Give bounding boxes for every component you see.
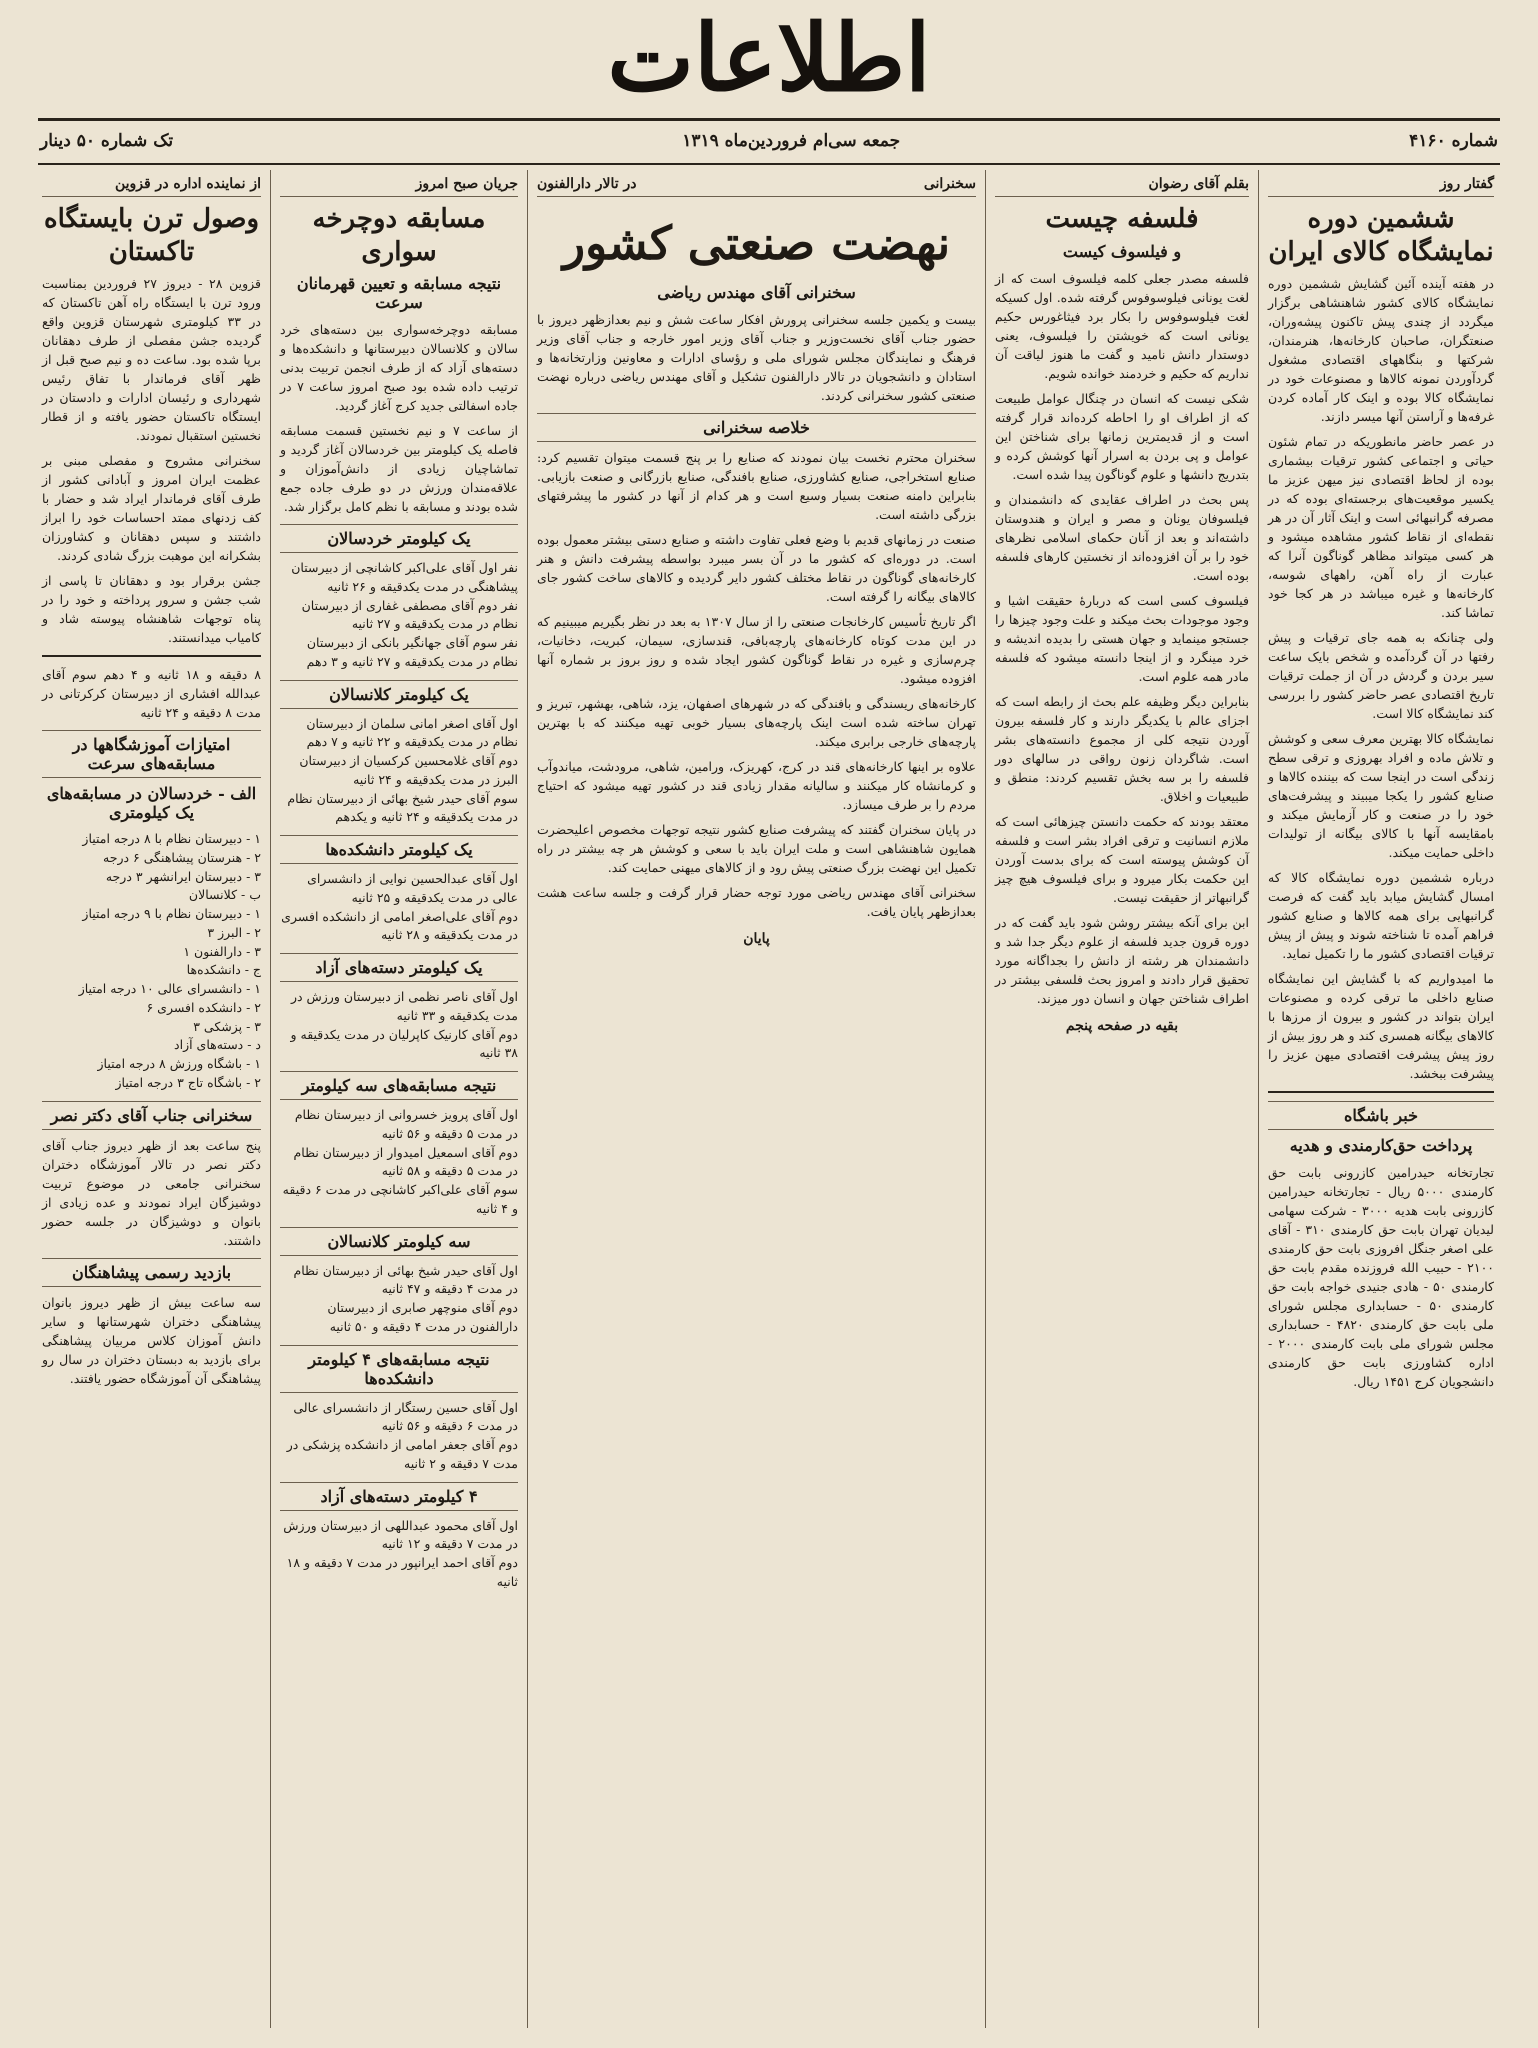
kicker-label: سخنرانی <box>923 176 976 192</box>
result-line: اول آقای اصغر امانی سلمان از دبیرستان نظام در مدت یکدقیقه و ۲۲ ثانیه و ۷ دهم <box>306 715 518 750</box>
paragraph: پس بحث در اطراف عقایدی که دانشمندان و فیلسوفان یونان و مصر و ایران و هندوستان داشته‌اند و بعد از آنان حکمای اسلامی نظرهای خود را بر آن افزوده‌اند از نخستین کارهای فلسفه بوده است. <box>995 491 1249 583</box>
cycling-kicker <box>280 174 518 197</box>
result-line: دوم آقای غلامحسین کرکسیان از دبیرستان البرز در مدت یکدقیقه و ۲۴ ثانیه <box>299 753 518 787</box>
column-separator <box>985 170 986 2028</box>
club-news-head: خبر باشگاه <box>1268 1101 1494 1130</box>
issue-number: شماره ۴۱۶۰ <box>1409 131 1498 151</box>
paragraph: ولی چنانکه به همه جای ترقیات و پیش رفتها در آن گردآمده و شخص بایک ساعت سیر بردن و گردش در آن از جملت ترقیات تاریخ اقتصادی عصر حاضر کشور را بررسی کند نمایشگاه کالا است. <box>1268 630 1494 721</box>
paragraph: درباره ششمین دوره نمایشگاه کالا که امسال گشایش میابد باید گفت که فرصت گرانبهایی برای همه کالاها و صنایع کشور فراهم آمده تا شناخته شوند و پیش از پیش ترقیات اقتصادی کشور ما را تکمیل نماید. <box>1268 870 1494 961</box>
speech-text: پنج ساعت بعد از ظهر دیروز جناب آقای دکتر نصر در تالار آموزشگاه دختران سخنرانی جامعی در موضوع تربیت دوشیزگان ایراد نمودند و عده زیادی از بانوان و دوشیزگان در جلسه حضور داشتند. <box>42 1137 261 1248</box>
kicker-label: بقلم آقای رضوان <box>1148 176 1249 192</box>
result-line: دوم آقای منوچهر صابری از دبیرستان دارالفنون در مدت ۴ دقیقه و ۵۰ ثانیه <box>327 1300 518 1334</box>
results-head: نتیجه مسابقه‌های سه کیلومتر <box>280 1071 518 1100</box>
result-line: دوم آقای احمد ایرانپور در مدت ۷ دقیقه و ۱۸ ثانیه <box>286 1555 518 1589</box>
philosophy-subhead: و فیلسوف کیست <box>1062 241 1182 261</box>
newspaper-title: اطلاعات <box>607 3 931 112</box>
issue-price: تک شماره ۵۰ دینار <box>40 131 174 151</box>
result-line: اول آقای حسین رستگار از دانشسرای عالی در مدت ۶ دقیقه و ۵۶ ثانیه <box>293 1399 518 1434</box>
paragraph: در هفته آینده آئین گشایش ششمین دوره نمایشگاه کالای کشور شاهنشاهی برگزار میگردد از چندی پیش تاکنون پیشه‌وران، صنعتگران، صاحبان کارخانه‌ها، هنرمندان، شرکتها و بنگاههای اقتصادی مشغول گردآوردن نمونه کالاها و مصنوعات خود در نمایشگاه کالا بوده و اینک کار آماده کردن غرفه‌ها و آراستن آنها میسر دازند. <box>1268 276 1494 424</box>
points-line: ۱ - دانشسرای عالی ۱۰ درجه امتیاز <box>78 981 261 996</box>
result-line: دوم آقای کارنیک کاپرلیان در مدت یکدقیقه و ۳۸ ثانیه <box>290 1026 518 1061</box>
club-news-text: تجارتخانه حیدرامین کازرونی بابت حق کارمندی ۵۰۰۰ ریال - تجارتخانه حیدرامین کازرونی بابت هدیه ۳۰۰۰ - شرکت سهامی لیدیان تهران بابت حق کارمندی ۳۱۰ - آقای علی اصغر جنگل افروزی بابت حق کارمندی ۲۱۰۰ - حبیب الله فروزنده مقدم بابت حق کارمندی ۵۰ - هادی جنیدی خواجه بابت حق کارمندی ۵۰ - حسابداری مجلس شورای ملی بابت حق کارمندی ۴۸۲۰ - حسابداری مجلس شورای ملی بابت کارمندی ۲۰۰۰ - اداره کشاورزی بابت حق کارمندی دانشجویان کرج ۱۴۵۱ ریال. <box>1268 1165 1494 1389</box>
result-line: دوم آقای اسمعیل امیدوار از دبیرستان نظام در مدت ۵ دقیقه و ۵۸ ثانیه <box>293 1144 518 1179</box>
paragraph: نمایشگاه کالا بهترین معرف سعی و کوشش و تلاش ماده و افراد بهروزی و ترقی سطح زندگی است در اینجا ست که بیننده کالاها و صنایع کشور را یکجا میبیند و پیشرفت‌های خود را در صنعت و کار آزمایش میکند و بامقایسه آنها با کالای بیگانه از تولیدات داخلی حمایت میکند. <box>1268 731 1494 860</box>
paragraph: صنعت در زمانهای قدیم با وضع فعلی تفاوت داشته و صنایع دستی بیشتر معمول بوده است. در دوره‌ای که کشور ما در آن بسر میبرد بواسطه پیشرفت دانش و هنر کارخانه‌های گوناگون در نقاط مختلف کشور دایر گردیده و کالاهای ساخت کشور جای کالاهای بیگانه را گرفته است. <box>537 531 976 604</box>
result-line: نفر سوم آقای جهانگیر بانکی از دبیرستان نظام در مدت یکدقیقه و ۲۷ ثانیه و ۳ دهم <box>306 635 518 669</box>
summary-head: خلاصه سخنرانی <box>537 413 976 442</box>
kicker-label: از نماینده اداره در قزوین <box>114 176 261 192</box>
points-line: ۲ - باشگاه تاج ۳ درجه امتیاز <box>115 1074 261 1090</box>
result-line: اول آقای عبدالحسین نوایی از دانشسرای عالی در مدت یکدقیقه و ۲۵ ثانیه <box>307 871 518 905</box>
result-line: اول آقای پرویز خسروانی از دبیرستان نظام در مدت ۵ دقیقه و ۵۶ ثانیه <box>294 1107 518 1141</box>
editorial-kicker <box>1268 174 1494 197</box>
points-line: ۳ - دبیرستان ایرانشهر ۳ درجه <box>105 868 261 884</box>
result-line: دوم آقای جعفر امامی از دانشکده پزشکی در مدت ۷ دقیقه و ۲ ثانیه <box>286 1437 518 1471</box>
paragraph: اگر تاریخ تأسیس کارخانجات صنعتی را از سال ۱۳۰۷ به بعد در نظر بگیریم میبینیم که در این مدت کوتاه کارخانه‌های پارچه‌بافی، قندسازی، سیمان، کبریت، دخانیات، چرم‌سازی و غیره در نقاط گوناگون کشور ایجاد شده و روز بروز بر شماره آنها افزوده میشود. <box>537 613 976 686</box>
paragraph: معتقد بودند که حکمت دانستن چیزهائی است که ملازم انسانیت و ترقی افراد بشر است و فلسفه آن کوشش پیوسته است که برای بدست آوردن این حکمت بکار میرود و برای فیلسوف هیچ چیز گرانبهاتر از حقیقت نیست. <box>995 813 1249 905</box>
qazvin-kicker <box>42 174 261 197</box>
results-head: سه کیلومتر کلانسالان <box>280 1227 518 1256</box>
paragraph: بیست و یکمین جلسه سخنرانی پرورش افکار ساعت شش و نیم بعدازظهر دیروز با حضور جناب آقای نخست‌وزیر و جناب آقای وزیر امور خارجه و جناب آقای وزیر فرهنگ و نمایندگان مجلس شورای ملی و رؤسای ادارات و معاونین وزارتخانه‌ها و استادان و دانشجویان در تالار دارالفنون تشکیل و آقای مهندس ریاضی درباره نهضت صنعتی کشور سخنرانی کردند. <box>537 311 976 403</box>
visit-head: بازدید رسمی پیشاهنگان <box>42 1258 261 1287</box>
result-line: سوم آقای علی‌اکبر کاشانچی در مدت ۶ دقیقه و ۴ ثانیه <box>282 1182 518 1216</box>
column-industry <box>531 174 982 2028</box>
end-note: پایان <box>743 930 770 947</box>
philosophy-kicker <box>995 174 1249 197</box>
paragraph: سخنرانی مشروح و مفصلی مبنی بر عظمت ایران امروز و آبادانی کشور از طرف آقای فرماندار ایراد شد و حضار با کف زدنهای ممتد احساسات خود را ابراز داشتند و سپس دهقانان و کشاورزان بشکرانه این موهبت بزرگ شادی کردند. <box>42 453 261 563</box>
results-head: یک کیلومتر دسته‌های آزاد <box>280 953 518 982</box>
section-rule <box>42 655 261 657</box>
results-head: یک کیلومتر کلانسالان <box>280 680 518 709</box>
result-line: نفر اول آقای علی‌اکبر کاشانچی از دبیرستان پیشاهنگی در مدت یکدقیقه و ۲۶ ثانیه <box>291 560 518 594</box>
column-separator <box>270 170 271 2028</box>
masthead <box>0 0 1538 115</box>
info-bar-rule <box>38 163 1500 165</box>
paragraph: قزوین ۲۸ - دیروز ۲۷ فروردین بمناسبت ورود ترن با ایستگاه راه آهن تاکستان که در ۳۳ کیلومتری شهرستان قزوین واقع گردیده جشن مفصلی از طرف دهقانان برپا شده بود. ساعت ده و نیم صبح قبل از ظهر آقای فرماندار با تفاق رئیس شهرداری و رئیسان ادارات و دادستان در ایستگاه تاکستان حضور یافته و از قطار نخستین استقبال نمودند. <box>42 276 261 443</box>
column-editorial <box>1262 174 1500 2028</box>
points-subhead: الف - خردسالان در مسابقه‌های یک کیلومتری <box>46 784 257 822</box>
paragraph: ابن برای آنکه بیشتر روشن شود باید گفت که در دوره قرون جدید فلسفه از علوم دیگر جدا شد و دانشمندان هر رشته از دانش را بجداگانه مورد تحقیق قرار دادند و امروز بحث فلسفی بیشتر در اطراف شناختن جهان و انسان دور میزند. <box>995 914 1249 1006</box>
paragraph: سخنران محترم نخست بیان نمودند که صنایع را بر پنج قسمت میتوان تقسیم کرد: صنایع استخراجی، صنایع کشاورزی، صنایع بافندگی، صنایع بازرگانی و صنعت بازیابی. بنابراین دامنه صنعت بسیار وسیع است و هر کدام از آنها در کشور ما پیشرفتهای بزرگی داشته است. <box>537 449 976 522</box>
result-line: سوم آقای حیدر شیخ بهائی از دبیرستان نظام در مدت یکدقیقه و ۲۴ ثانیه و یکدهم <box>287 790 518 825</box>
result-line: اول آقای حیدر شیخ بهائی از دبیرستان نظام در مدت ۴ دقیقه و ۴۷ ثانیه <box>293 1262 518 1297</box>
results-head: ۴ کیلومتر دسته‌های آزاد <box>280 1482 518 1511</box>
continued-note: بقیه در صفحه پنجم <box>1065 1017 1179 1034</box>
paragraph: جشن برقرار بود و دهقانان تا پاسی از شب جشن و سرور پرداخته و خود را در پناه توجهات شاهنشاه پیوسته شاد و کامیاب میدانستند. <box>42 573 261 645</box>
result-line: اول آقای ناصر نظمی از دبیرستان ورزش در مدت یکدقیقه و ۳۳ ثانیه <box>290 989 518 1023</box>
industry-kicker <box>537 174 976 197</box>
section-rule <box>1268 1091 1494 1093</box>
column-philosophy <box>989 174 1255 2028</box>
paragraph: علاوه بر اینها کارخانه‌های قند در کرج، کهریزک، ورامین، شاهی، مرودشت، میاندوآب و کرمانشاه کار میکنند و سالیانه مقدار زیادی قند در کشور تهیه میشود که احتیاج مردم را بر طرف میسازد. <box>537 758 976 812</box>
column-separator <box>527 170 528 2028</box>
result-line: اول آقای محمود عبداللهی از دبیرستان ورزش در مدت ۷ دقیقه و ۱۲ ثانیه <box>283 1517 518 1552</box>
points-line: ۳ - دارالفنون ۱ <box>183 943 261 959</box>
points-head: امتیازات آموزشگاهها در مسابقه‌های سرعت <box>42 730 261 778</box>
points-line: ۲ - البرز ۳ <box>207 924 261 940</box>
points-line: ۲ - دانشکده افسری ۶ <box>146 999 261 1015</box>
points-line: ب - کلانسالان <box>188 887 261 903</box>
paragraph: شکی نیست که انسان در چنگال عوامل طبیعت که از اطراف او را احاطه کرده‌اند قرار گرفته است و از قدیمترین زمانها برای شناختن این عوامل و پی بردن به اسرار آنها کوشش کرده و بتدریج دانشها و علوم گوناگون پیدا شده است. <box>995 390 1249 482</box>
editorial-headline: ششمین دوره نمایشگاه کالای ایران <box>1268 204 1494 267</box>
points-line: ۱ - باشگاه ورزش ۸ درجه امتیاز <box>97 1056 261 1071</box>
info-bar <box>40 124 1498 158</box>
cycling-subhead: نتیجه مسابقه و تعیین قهرمانان سرعت <box>296 274 502 312</box>
result-line: نفر دوم آقای مصطفی غفاری از دبیرستان نظام در مدت یکدقیقه و ۲۷ ثانیه <box>301 597 518 632</box>
paragraph: کارخانه‌های ریسندگی و بافندگی که در شهرهای اصفهان، یزد، شاهی، بهشهر، تبریز و تهران ساخته شده است اینک پارچه‌های بسیار خوبی تهیه میکنند که با بهترین پارچه‌های خارجی برابری میکند. <box>537 695 976 749</box>
paragraph: از ساعت ۷ و نیم نخستین قسمت مسابقه فاصله یک کیلومتر بین خردسالان آغاز گردید و تماشاچیان زیادی از دانش‌آموزان و علاقه‌مندان ورزش در دو طرف جاده جمع شده بودند و مسابقه با نظم کامل برگزار شد. <box>280 423 518 514</box>
paragraph: در پایان سخنران گفتند که پیشرفت صنایع کشور نتیجه توجهات مخصوص اعلیحضرت همایون شاهنشاهی است و ملت ایران باید با سعی و کوشش هر چه بیشتر در راه تکمیل این نهضت بزرگ صنعتی پیش رود و از کالاهای میهنی حمایت کند. <box>537 821 976 875</box>
points-line: ۳ - پزشکی ۳ <box>193 1018 261 1034</box>
paragraph: ۸ دقیقه و ۱۸ ثانیه و ۴ دهم سوم آقای عبدالله افشاری از دبیرستان کرکرتانی در مدت ۸ دقیقه و ۲۴ ثانیه <box>42 667 262 720</box>
visit-text: سه ساعت بیش از ظهر دیروز بانوان پیشاهنگی دختران شهرستانها و سایر دانش آموزان کلاس مربیان پیشاهنگی برای بازدید به دبستان دختران در سال رو پیشاهنگی آن آموزشگاه حضور یافتند. <box>42 1294 261 1386</box>
paragraph: در عصر حاضر مانطوریکه در تمام شئون حیاتی و اجتماعی کشور ترقیات بیشماری بوده از لحاظ اقتصادی نیز میهن عزیز ما یکسیر موقعیت‌های برجسته‌ای بوده که در مصرفه گرانبهائی است و اینک آثار آن در هر نقطه‌ای از نقاط کشور مشاهده میشود و هر کسی میتواند مظاهر گوناگون آنرا که عبارت از راه آهن، راههای شوسه، کارخانه‌ها و غیره میباشد در هر کجا خود تماشا کند. <box>1268 434 1494 620</box>
results-head: نتیجه مسابقه‌های ۴ کیلومتر دانشکده‌ها <box>280 1345 518 1393</box>
column-separator <box>1258 170 1259 2028</box>
issue-date: جمعه سی‌ام فروردین‌ماه ۱۳۱۹ <box>682 131 901 151</box>
points-line: ۱ - دبیرستان نظام با ۹ درجه امتیاز <box>82 906 261 921</box>
qazvin-headline: وصول ترن بایستگاه تاکستان <box>43 204 260 267</box>
kicker-location: در تالار دارالفنون <box>537 176 637 192</box>
philosophy-headline: فلسفه چیست <box>1045 204 1199 234</box>
kicker-label: جریان صبح امروز <box>415 176 518 192</box>
points-line: ۱ - دبیرستان نظام با ۸ درجه امتیاز <box>82 831 261 846</box>
cycling-headline: مسابقه دوچرخه سواری <box>312 204 486 267</box>
column-cycling <box>274 174 524 2028</box>
club-news-title: پرداخت حق‌کارمندی و هدیه <box>1289 1136 1473 1155</box>
paragraph: مسابقه دوچرخه‌سواری بین دسته‌های خرد سالان و کلانسالان دبیرستانها و دانشکده‌ها و دسته‌های آزاد که از طرف انجمن تربیت بدنی ترتیب داده شده بود صبح امروز ساعت ۷ در جاده اسفالتی جدید کرج آغاز گردید. <box>280 322 518 413</box>
results-head: یک کیلومتر خردسالان <box>280 524 518 553</box>
masthead-rule <box>38 118 1500 121</box>
paragraph: سخنرانی آقای مهندس ریاضی مورد توجه حضار قرار گرفت و جلسه ساعت هشت بعدازظهر پایان یافت. <box>537 884 976 919</box>
paragraph: فیلسوف کسی است که دربارۀ حقیقت اشیا و وجود موجودات بحث میکند و علت وجود چیزها را جستجو مینماید و جهان هستی را بدیده اندیشه و خرد مینگرد و از اینجا دانسته میشود که فلسفه مادر همه علوم است. <box>995 592 1249 684</box>
column-qazvin <box>36 174 267 2028</box>
results-head: یک کیلومتر دانشکده‌ها <box>280 835 518 864</box>
points-line: ج - دانشکده‌ها <box>186 962 261 978</box>
paragraph: بنابراین دیگر وظیفه علم بحث از رابطه است که اجزای عالم با یکدیگر دارند و کار فلسفه بیرون آوردن نتیجه کلی از مجموع دانسته‌های بشر است. شاگردان زنون رواقی در سالهای دور فلسفه را بر سه بخش تقسیم کردند: منطق و طبیعیات و اخلاق. <box>995 693 1249 804</box>
kicker-label: گفتار روز <box>1439 176 1494 192</box>
speech-head: سخنرانی جناب آقای دکتر نصر <box>42 1101 261 1130</box>
points-line: د - دسته‌های آزاد <box>174 1037 261 1053</box>
points-line: ۲ - هنرستان پیشاهنگی ۶ درجه <box>103 849 261 865</box>
industry-subhead: سخنرانی آقای مهندس ریاضی <box>657 282 856 302</box>
industry-headline: نهضت صنعتی کشور <box>562 216 951 270</box>
result-line: دوم آقای علی‌اصغر امامی از دانشکده افسری در مدت یکدقیقه و ۲۸ ثانیه <box>281 908 518 943</box>
paragraph: ما امیدواریم که با گشایش این نمایشگاه صنایع داخلی ما ترقی کرده و مصنوعات ایران بتواند در کشور و بیرون از مرزها با کالاهای بیگانه همسری کند و هر روز بیش از روز پیش پیشرفت اقتصادی میهن عزیز را پیشرفت ببخشد. <box>1268 971 1494 1081</box>
paragraph: فلسفه مصدر جعلی کلمه فیلسوف است که از لغت یونانی فیلوسوفوس گرفته شده. اول کسیکه لغت فیلوسوفوس را بکار برد فیثاغورس حکیم یونانی است که خویشتن را فیلسوف، یعنی دوستدار دانش نامید و گفت ما هنوز لیاقت آن نداریم که حکیم و خردمند خوانده شویم. <box>995 270 1249 381</box>
